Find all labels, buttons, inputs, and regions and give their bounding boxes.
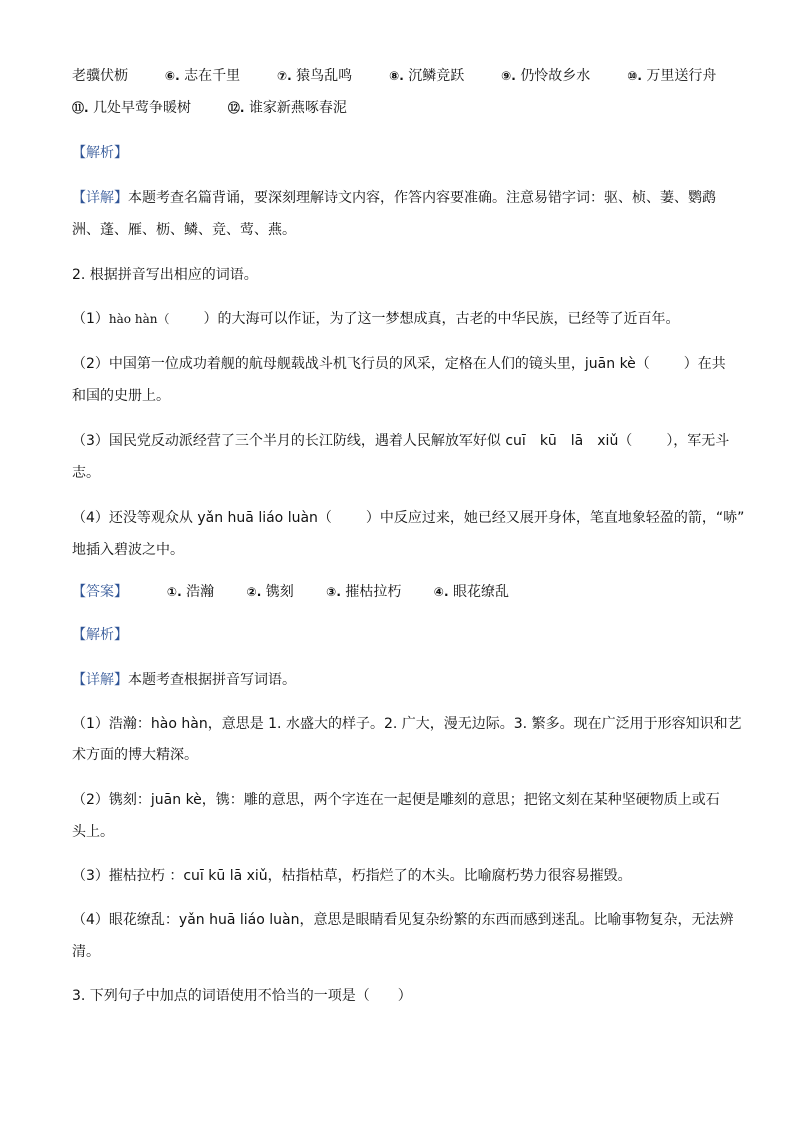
question-title: 3. 下列句子中加点的词语使用不恰当的一项是（ ） — [72, 988, 412, 1004]
answer-text: 摧枯拉朽 — [345, 584, 402, 600]
answer-number: ⑩. — [627, 69, 642, 83]
answer-number: ⑫. — [227, 101, 245, 115]
question-title: 2. 根据拼音写出相应的词语。 — [72, 267, 258, 283]
explanation-line: 头上。 — [72, 824, 114, 840]
question-item-continuation: 和国的史册上。 — [72, 388, 170, 404]
poem-answer: 仍怜故乡水 — [520, 68, 591, 84]
item-text: ）在共 — [683, 356, 726, 372]
answer-number: ③. — [326, 585, 341, 599]
answer-number: ⑪. — [72, 101, 89, 115]
answer-row — [72, 582, 537, 602]
answer-text: 浩瀚 — [186, 584, 215, 600]
question-item — [72, 354, 726, 374]
item-text: ）的大海可以作证，为了这一梦想成真，古老的中华民族，已经等了近百年。 — [203, 311, 680, 327]
item-text: （4）还没等观众从 yǎn huā liáo luàn（ — [72, 510, 332, 526]
poem-answer: 谁家新燕啄春泥 — [248, 100, 347, 116]
answer-number: ②. — [246, 585, 262, 599]
answer-text: 镌刻 — [265, 584, 294, 600]
question-item-continuation: 地插入碧波之中。 — [72, 542, 184, 558]
poem-answers-row-1 — [72, 66, 716, 86]
detail-tag: 【详解】 — [72, 672, 128, 688]
explanation-line: 术方面的博大精深。 — [72, 747, 198, 763]
detail-paragraph-line: 洲、蓬、雁、枥、鳞、竞、莺、燕。 — [72, 222, 296, 238]
detail-tag: 【详解】 — [72, 190, 128, 206]
detail-paragraph-line — [72, 188, 716, 208]
question-item-continuation: 志。 — [72, 465, 100, 481]
answer-number: ⑥. — [164, 69, 180, 83]
explanation-line: 清。 — [72, 944, 100, 960]
answer-number: ⑨. — [501, 69, 516, 83]
poem-answers-row-2 — [72, 98, 347, 118]
poem-answer: 老骥伏枥 — [72, 68, 128, 84]
poem-answer: 猿鸟乱鸣 — [296, 68, 353, 84]
question-item — [72, 431, 729, 451]
item-text: （3）国民党反动派经营了三个半月的长江防线，遇着人民解放军好似 cuī kū lā xiǔ（ — [72, 433, 633, 449]
answer-text: 眼花缭乱 — [452, 584, 509, 600]
answer-number: ④. — [433, 585, 449, 599]
detail-paragraph-line — [72, 670, 296, 690]
question-item — [72, 508, 744, 528]
analysis-tag: 【解析】 — [72, 145, 128, 161]
explanation-line: （2）镌刻：juān kè，镌：雕的意思，两个字连在一起便是雕刻的意思；把铭文刻在某种坚硬物质上或石 — [72, 792, 720, 808]
answer-tag: 【答案】 — [72, 584, 128, 600]
detail-text: 本题考查名篇背诵，要深刻理解诗文内容，作答内容要准确。注意易错字词：驱、桢、萋、鹦鹉 — [128, 190, 716, 206]
detail-text: 本题考查根据拼音写词语。 — [128, 672, 296, 688]
analysis-tag: 【解析】 — [72, 627, 128, 643]
answer-number: ①. — [166, 585, 182, 599]
item-number: （1） — [72, 311, 109, 327]
question-item — [72, 309, 679, 329]
poem-answer: 几处早莺争暖树 — [93, 100, 192, 116]
poem-answer: 沉鳞竞跃 — [408, 68, 465, 84]
explanation-line: （1）浩瀚：hào hàn，意思是 1. 水盛大的样子。2. 广大，漫无边际。3. 繁多。现在广泛用于形容知识和艺 — [72, 716, 742, 732]
item-text: ），军无斗 — [666, 433, 730, 449]
explanation-line: （3）摧枯拉朽 ：cuī kū lā xiǔ，枯指枯草，朽指烂了的木头。比喻腐朽势力很容易摧毁。 — [72, 868, 632, 884]
answer-number: ⑦. — [276, 69, 292, 83]
answer-number: ⑧. — [389, 69, 404, 83]
poem-answer: 志在千里 — [184, 68, 241, 84]
explanation-line: （4）眼花缭乱：yǎn huā liáo luàn，意思是眼睛看见复杂纷繁的东西而感到迷乱。比喻事物复杂，无法辨 — [72, 912, 734, 928]
item-text: （2）中国第一位成功着舰的航母舰载战斗机飞行员的风采，定格在人们的镜头里，juān kè（ — [72, 356, 650, 372]
pinyin-text: hào hàn（ — [108, 312, 170, 326]
item-text: ）中反应过来，她已经又展开身体，笔直地象轻盈的箭，“哧” — [365, 510, 745, 526]
poem-answer: 万里送行舟 — [646, 68, 717, 84]
